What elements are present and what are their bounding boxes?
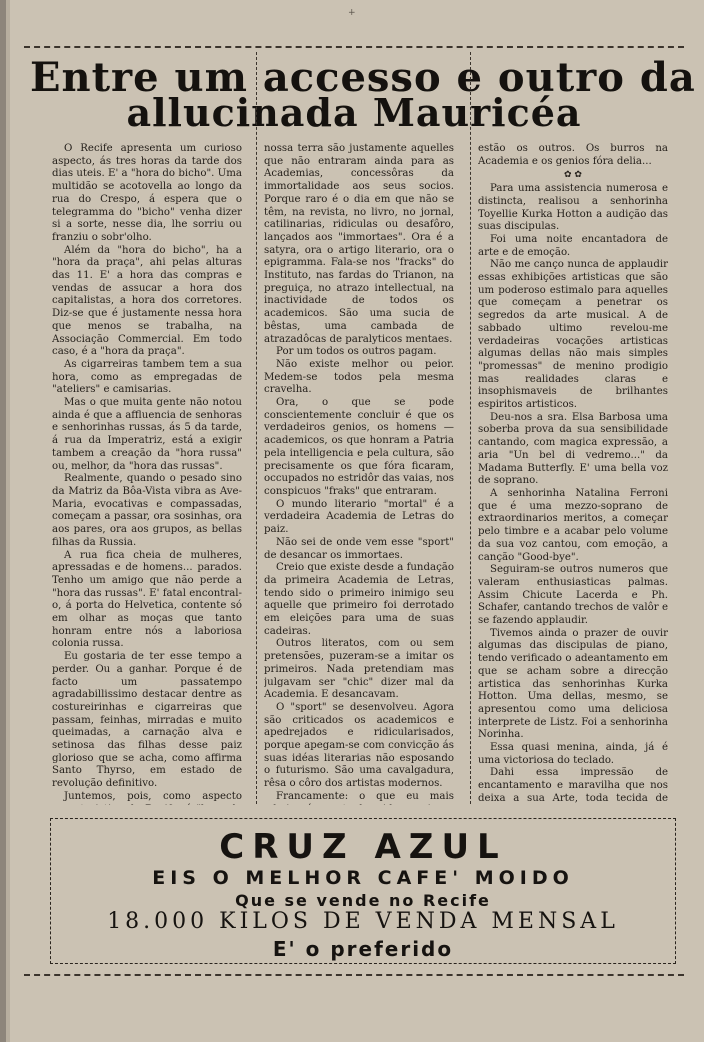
paragraph: Francamente: o que eu mais	[276, 790, 454, 802]
paragraph: Seguiram-se outros numeros que valeram enthusiasticas palmas. Assim Chicute Lacerda e Ph. Schafer, cantando trechos de valôr e se fazendo applaudir.	[478, 564, 668, 627]
paragraph: Mas o que muita gente não notou ainda é que a affluencia de senhoras e senhorinhas russas, ás 5 da tarde, á rua da Imperatriz, está a exigir tambem a creação da "hora russa" ou, melhor, da "hora das russas".	[52, 397, 242, 472]
paragraph: Essa quasi menina, ainda, já é uma victoriosa do teclado.	[478, 742, 668, 766]
ad-closing-line: E' o preferido	[272, 937, 454, 961]
paragraph: O "sport" se desenvolveu. Agora são criticados os academicos e apedrejados e ridicularisados, porque apegam-se com convicção ás suas idéas literarias não esposando o futurismo. São uma cavalgadura, rêsa o côro dos artistas modernos.	[264, 701, 454, 790]
ad-sales-figure: 18.000 KILOS DE VENDA MENSAL	[107, 909, 619, 934]
paragraph: A rua fica cheia de mulheres, apressadas e de homens... parados. Tenho um amigo que não perde a "hora das russas". E' fatal encontral-o, á porta do Helvetica, contente só em olhar as moças que tanto honram entre nós a laboriosa colonia russa.	[52, 549, 242, 650]
page-binding-shadow	[6, 0, 10, 1042]
ad-subline: Que se vende no Recife	[235, 891, 491, 910]
paragraph: Creio que existe desde a fundação da primeira Academia de Letras, tendo sido o primeiro inimigo seu aquelle que primeiro foi derrotado em eleições para uma de suas cadeiras.	[264, 562, 454, 637]
paragraph: Não existe melhor ou peior. Medem-se todos pela mesma cravelha.	[264, 358, 454, 396]
paragraph: Eu gostaria de ter esse tempo a perder. Ou a ganhar. Porque é de facto um passatempo agradabillissimo destacar dentre as costureirinhas e cigarreiras que passam, feinhas, mirradas e muito queimadas, a carnação alva e setinosa das filhas desse paiz glorioso que se acha, como affirma Santo Thyrso, em estado de revolução definitivo.	[52, 651, 242, 790]
paragraph: Não me canço nunca de applaudir essas exhibições artisticas que são um poderoso estimalo para aquelles que começam a penetrar os segredos da arte musical. A de sabbado ultimo revelou-me verdadeiras vocações artisticas algumas dellas não mais simples "promessas" de menino prodigio mas realidades claras e insophismaveis de brilhantes espiritos artisticos.	[478, 259, 668, 411]
paragraph: Para uma assistencia numerosa e distincta, realisou a senhorinha Toyellie Kurka Hotton a audição das suas discipulas.	[478, 183, 668, 233]
paragraph: O Recife apresenta um curioso aspecto, ás tres horas da tarde dos dias uteis. E' a "hora do bicho". Uma multidão se acotovella ao longo da rua do Crespo, á espera que o telegramma do "bicho" venha dizer si a sorte, nesse dia, lhe sorriu ou franziu o sobr'olho.	[52, 143, 242, 243]
paragraph: Outros literatos, com ou sem pretensões, puzeram-se a imitar os primeiros. Nada pretendiam mas julgavam ser "chic" dizer mal da Academia. E desancavam.	[264, 638, 454, 701]
column-divider-2	[470, 52, 471, 804]
page-top-mark: +	[348, 8, 356, 18]
paragraph: Foi uma noite encantadora de arte e de emoção.	[478, 233, 668, 258]
article-column-3	[478, 143, 668, 805]
cruz-azul-advertisement	[50, 818, 676, 964]
paragraph: Tivemos ainda o prazer de ouvir algumas das discipulas de piano, tendo verificado o adeantamento em que se acham sobre a direcção artistica das senhorinhas Kurka Hotton. Uma dellas, mesmo, se apresentou como uma deliciosa interprete de Listz. Foi a senhorinha Norinha.	[478, 627, 668, 741]
paragraph: nossa terra são justamente aquelles que não entraram ainda para as Academias, concessôras da immortalidade aos seus socios. Porque raro é o dia em que não se têm, na revista, no livro, no jornal, catilinarias, ridiculas ou desafôro, lançados aos "immortaes". Ora é a satyra, ora o artigo literario, ora o epigramma. Fala-se nos "fracks" do Instituto, nas fardas do Trianon, na preguiça, no atrazo intellectual, na inactividade de todos os academicos. São uma sucia de bêstas, uma cambada de atrazadôcas de paralyticos mentaes.	[264, 143, 454, 345]
paragraph: Por um todos os outros pagam.	[276, 346, 437, 358]
paragraph: As cigarreiras tambem tem a sua hora, como as empregadas de "ateliers" e camisarias.	[52, 358, 242, 396]
article-title-line-1: Entre um accesso e outro da	[30, 54, 696, 101]
ad-brand-name: CRUZ AZUL	[219, 827, 507, 867]
ad-tagline: EIS O MELHOR CAFE' MOIDO	[152, 867, 574, 889]
paragraph: Juntemos, pois, como aspecto	[64, 790, 242, 802]
paragraph: O mundo literario "mortal" é a verdadeira Academia de Letras do paiz.	[264, 498, 454, 536]
paragraph: Realmente, quando o pesado sino da Matriz da Bôa-Vista vibra as Ave-Maria, evocativas e compassadas, começam a passar, ora sosinhas, ora aos pares, ora aos grupos, as bellas filhas da Russia.	[52, 473, 242, 548]
paragraph: Ora, o que se pode conscientemente concluir é que os verdadeiros genios, os homens — academicos, os que honram a Patria pela intelligencia e pela cultura, são precisamente os que fóra ficaram, occupados no estridôr das vaias, nos conspicuos "fraks" que entraram.	[264, 397, 454, 497]
column-divider-1	[256, 52, 257, 804]
paragraph: Deu-nos a sra. Elsa Barbosa uma soberba prova da sua sensibilidade cantando, com magica expressão, a aria "Un bel di vedremo..." da Madama Butterfly. E' uma bella voz de soprano.	[478, 411, 668, 487]
paragraph: Além da "hora do bicho", ha a "hora da praça", ahi pelas alturas das 11. E' a hora das compras e vendas de assucar a hora dos capitalistas, a hora dos corretores. Diz-se que é justamente nessa hora que menos se trabalha, na Associação Commercial. Em todo caso, é a "hora da praça".	[52, 244, 242, 358]
article-title-line-2: allucinada Mauricéa	[126, 90, 582, 135]
article-column-2	[264, 143, 454, 805]
paragraph: estão os outros. Os burros na Academia e os genios fóra delia...	[478, 143, 668, 167]
section-ornament: ✿ ✿	[564, 170, 582, 181]
paragraph: A senhorinha Natalina Ferroni que é uma mezzo-soprano de extraordinarios meritos, a começar pelo timbre e a acabar pelo volume da sua voz cantou, com emoção, a canção "Good-bye".	[478, 487, 668, 563]
paragraph: Não sei de onde vem esse "sport" de desancar os immortaes.	[264, 536, 454, 561]
paragraph: Dahi essa impressão de encantamento e maravilha que nos deixa a sua Arte, toda tecida de	[478, 767, 668, 804]
article-column-1	[52, 143, 242, 805]
